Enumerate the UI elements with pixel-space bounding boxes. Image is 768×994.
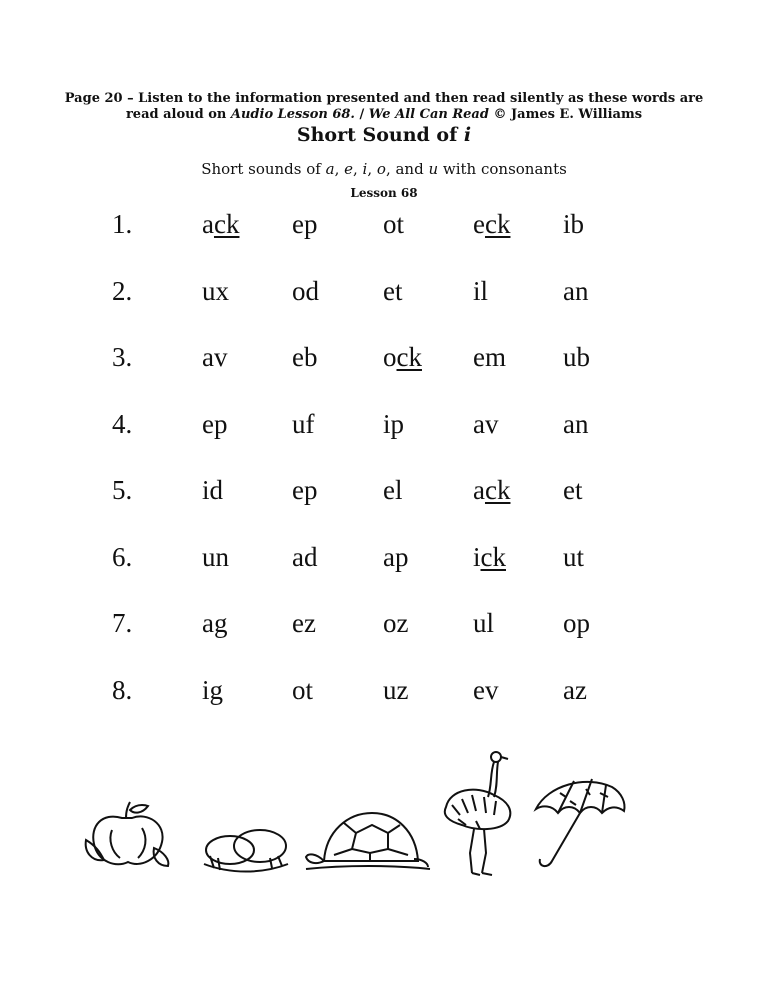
comma: ,: [334, 160, 345, 178]
word-item: [563, 209, 584, 240]
word-start: id: [202, 475, 224, 505]
comma-and: , and: [385, 160, 429, 178]
row-number: 7.: [112, 608, 133, 638]
underlined-ending: ck: [480, 541, 506, 572]
word-start: uf: [292, 408, 315, 439]
vowel-i: i: [362, 160, 368, 178]
word-start: ep: [292, 475, 318, 505]
tortoise-icon: [304, 803, 432, 875]
word-item: [473, 608, 494, 639]
word-start: il: [473, 275, 489, 306]
word-item: [383, 542, 408, 573]
word-item: [473, 342, 506, 373]
word-item: [563, 675, 587, 706]
underlined-ending: ck: [484, 209, 511, 239]
title-letter: i: [463, 124, 472, 146]
ostrich-icon: [436, 749, 524, 879]
word-start: ag: [202, 608, 228, 638]
word-start: el: [383, 475, 403, 505]
word-start: an: [563, 275, 589, 306]
word-start: ad: [292, 541, 318, 572]
picture-strip: [0, 745, 768, 885]
word-item: [563, 342, 590, 373]
word-row: [0, 675, 768, 715]
word-start: az: [563, 674, 587, 705]
author-credit: © James E. Williams: [488, 107, 643, 122]
word-start: ux: [202, 275, 229, 306]
vowel-e: e: [344, 160, 353, 178]
subtitle-text: Short sounds of: [201, 160, 326, 178]
underlined-ending: ck: [396, 342, 422, 372]
word-item: [292, 675, 313, 706]
word-start: a: [202, 209, 214, 239]
row-number: 1.: [112, 209, 133, 239]
title-text: Short Sound of: [296, 124, 464, 146]
word-item: [292, 342, 317, 373]
word-item: [383, 342, 422, 373]
underlined-ending: ck: [213, 209, 240, 239]
word-row: [0, 608, 768, 648]
word-item: [473, 276, 488, 307]
row-number: 4.: [112, 408, 133, 439]
word-row: [0, 276, 768, 316]
word-start: o: [383, 342, 397, 372]
word-start: oz: [383, 608, 409, 638]
word-item: [563, 409, 588, 440]
page-title: [0, 124, 768, 146]
intro-separator: /: [354, 107, 369, 122]
word-item: [383, 209, 404, 240]
lesson-label: Lesson 68: [350, 186, 418, 200]
word-item: [202, 409, 227, 440]
word-item: [473, 475, 510, 506]
word-item: [383, 475, 403, 506]
comma: ,: [367, 160, 377, 178]
word-row: [0, 542, 768, 582]
book-title: We All Can Read: [368, 107, 489, 122]
umbrella-icon: [530, 775, 628, 873]
word-item: [202, 542, 229, 573]
row-number: 5.: [112, 475, 133, 505]
word-start: av: [473, 408, 499, 439]
word-start: ap: [383, 541, 409, 572]
word-item: [473, 675, 498, 706]
vowel-a: a: [325, 160, 335, 178]
word-item: [292, 276, 319, 307]
word-item: [383, 276, 403, 307]
word-item: [563, 475, 583, 506]
word-item: [473, 409, 498, 440]
word-item: [202, 209, 239, 240]
row-number: 6.: [112, 541, 133, 572]
word-item: [563, 542, 584, 573]
word-item: [292, 475, 317, 506]
word-start: i: [473, 541, 481, 572]
audio-lesson-ref: Audio Lesson 68.: [230, 107, 355, 122]
comma: ,: [353, 160, 363, 178]
word-start: uz: [383, 674, 409, 705]
word-item: [563, 276, 588, 307]
word-start: op: [563, 608, 590, 638]
word-start: ep: [292, 209, 318, 239]
intro-text: [60, 91, 708, 123]
row-number: 2.: [112, 275, 133, 306]
word-start: ip: [383, 408, 405, 439]
apple-icon: [82, 800, 174, 872]
word-item: [292, 209, 317, 240]
word-item: [383, 409, 404, 440]
word-start: ev: [473, 674, 499, 705]
subtitle-end: with consonants: [438, 160, 567, 178]
word-start: em: [473, 342, 506, 372]
word-start: av: [202, 342, 228, 372]
word-start: an: [563, 408, 589, 439]
word-start: ep: [202, 408, 228, 439]
word-row: [0, 475, 768, 515]
word-start: a: [473, 475, 485, 505]
word-start: ul: [473, 608, 495, 638]
word-start: od: [292, 275, 319, 306]
word-item: [473, 209, 510, 240]
word-start: ez: [292, 608, 316, 638]
word-row: [0, 342, 768, 382]
word-row: [0, 209, 768, 249]
word-item: [563, 608, 590, 639]
word-item: [292, 542, 317, 573]
row-number: 8.: [112, 674, 133, 705]
egg-icon: [200, 820, 292, 876]
word-item: [383, 608, 408, 639]
word-item: [473, 542, 506, 573]
vowel-o: o: [376, 160, 386, 178]
word-item: [202, 675, 223, 706]
word-item: [202, 475, 223, 506]
word-start: un: [202, 541, 229, 572]
word-start: ub: [563, 342, 590, 372]
word-start: ot: [383, 209, 405, 239]
word-item: [292, 608, 316, 639]
word-item: [202, 608, 227, 639]
word-item: [383, 675, 408, 706]
word-start: ut: [563, 541, 585, 572]
word-item: [202, 342, 227, 373]
word-row: [0, 409, 768, 449]
vowel-u: u: [428, 160, 439, 178]
word-start: ib: [563, 209, 585, 239]
word-start: eb: [292, 342, 318, 372]
word-start: ot: [292, 674, 314, 705]
intro-sentence: Page 20 – Listen to the information presented and then read silently as these words are read aloud on: [64, 91, 704, 122]
row-number: 3.: [112, 342, 133, 372]
word-item: [292, 409, 315, 440]
subtitle: [0, 160, 768, 178]
word-item: [202, 276, 229, 307]
underlined-ending: ck: [484, 475, 511, 505]
word-start: et: [383, 275, 403, 306]
word-start: ig: [202, 674, 224, 705]
word-start: et: [563, 475, 583, 505]
word-start: e: [473, 209, 485, 239]
